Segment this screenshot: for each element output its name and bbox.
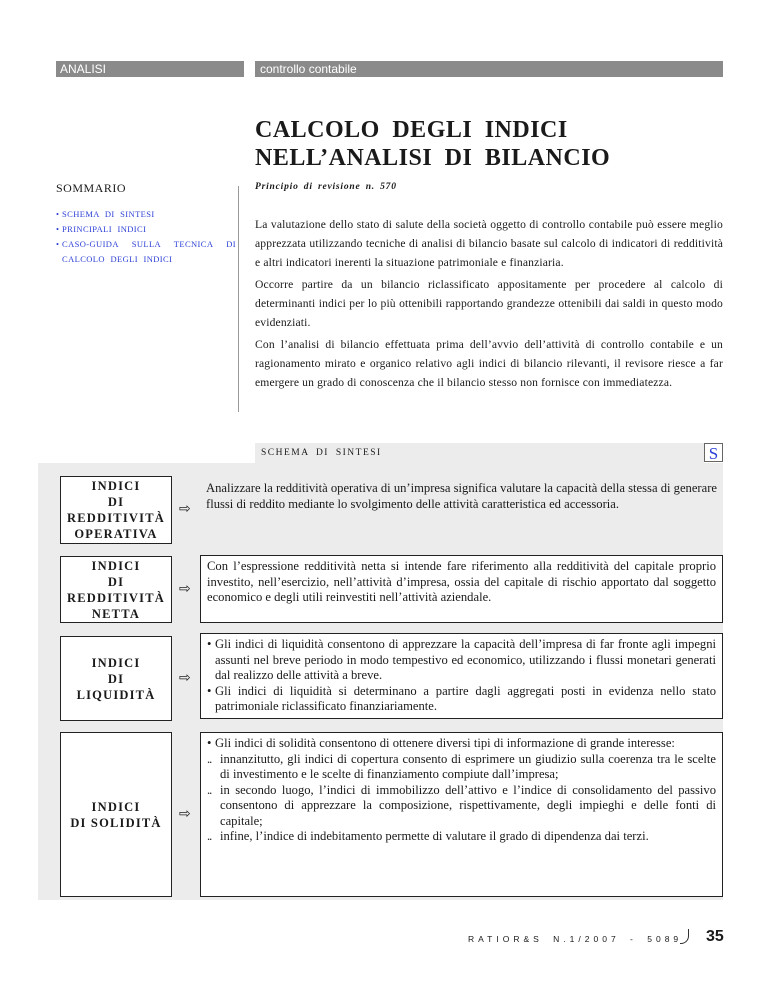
schema-heading: SCHEMA DI SINTESI — [255, 443, 704, 463]
label-redditivita-netta: INDICI DI REDDITIVITÀ NETTA — [60, 556, 172, 623]
sub-bullet-item: .. infine, l’indice di indebitamento permette di valutare il grado di dipendenza dai terzi. — [207, 829, 649, 843]
arrow-right-icon: ⇨ — [179, 806, 191, 822]
label-redditivita-operativa: INDICI DI REDDITIVITÀ OPERATIVA — [60, 476, 172, 544]
toc-item-schema[interactable]: • SCHEMA DI SINTESI — [56, 207, 236, 222]
intro-text — [255, 215, 723, 392]
bullet-icon: • — [56, 239, 60, 249]
label-liquidita: INDICI DI LIQUIDITÀ — [60, 636, 172, 721]
bullet-icon: • — [56, 224, 60, 234]
sub-bullet-item: .. innanzitutto, gli indici di copertura consento di esprimere un giudizio sulla coerenza tra le scelte di investimento e le scelte di finanziamento compiute dall’impresa; — [207, 751, 716, 781]
publication-reference: RATIOR&S N.1/2007 - 5089 — [468, 934, 683, 944]
intro-paragraph: Occorre partire da un bilancio riclassificato appositamente per procedere al calcolo di determinanti indici per lo più ottenibili rapportando grandezze ottenibili dai saldi in questo modo evidenziati. — [255, 278, 723, 329]
text-liquidita — [200, 633, 723, 719]
bullet-item: • Gli indici di solidità consentono di ottenere diversi tipi di informazione di grande interesse: — [207, 736, 675, 750]
bullet-icon: • — [56, 209, 60, 219]
intro-paragraph: Con l’analisi di bilancio effettuata prima dell’avvio dell’attività di controllo contabile e un ragionamento mirato e organico relativo agli indici di bilancio rilevanti, il revisore riesce a far emergere un grado di conoscenza che il bilancio stesso non fornisce con immediatezza. — [255, 338, 723, 389]
column-divider — [238, 186, 239, 412]
arrow-right-icon: ⇨ — [179, 670, 191, 686]
text-solidita — [200, 732, 723, 897]
text-redditivita-netta: Con l’espressione redditività netta si intende fare riferimento alla redditività del capitale proprio investito, nell’esercizio, nell’attività d’impresa, ossia del capitale di rischio apportato dal soggetto economico e degli utili reinvestiti nell’attività aziendale. — [200, 555, 723, 623]
principio-reference: Principio di revisione n. 570 — [255, 182, 397, 192]
label-solidita: INDICI DI SOLIDITÀ — [60, 732, 172, 897]
subsection-header: controllo contabile — [255, 61, 723, 77]
footer-decoration — [680, 929, 689, 944]
text-redditivita-operativa: Analizzare la redditività operativa di un’impresa significa valutare la capacità della stessa di generare flussi di reddito mediante lo svolgimento delle attività caratteristica ed accessoria. — [206, 481, 717, 511]
bullet-item: • Gli indici di liquidità si determinano a partire dagli aggregati posti in evidenza nello stato patrimoniale riclassificato finanziariamente. — [207, 683, 716, 713]
section-header: ANALISI — [56, 61, 244, 77]
toc-item-principali-indici[interactable]: • PRINCIPALI INDICI — [56, 222, 236, 237]
toc-item-caso-guida[interactable]: • CASO-GUIDA SULLA TECNICA DI CALCOLO DEGLI INDICI — [56, 237, 236, 267]
sub-bullet-item: .. in secondo luogo, l’indici di immobilizzo dell’attivo e l’indice di consolidamento del passivo consentono di apprezzare la composizione, rispettivamente, degli impieghi e delle fonti di capitale; — [207, 782, 716, 828]
bullet-item: • Gli indici di liquidità consentono di apprezzare la capacità dell’impresa di far fronte agli impegni assunti nel breve periodo in modo tempestivo ed economico, utilizzando i flussi monetari generati dal realizzo delle attività a breve. — [207, 637, 716, 682]
table-of-contents — [56, 207, 236, 267]
page-number: 35 — [706, 928, 724, 945]
section-s-icon: S — [704, 443, 723, 462]
arrow-right-icon: ⇨ — [179, 501, 191, 517]
arrow-right-icon: ⇨ — [179, 581, 191, 597]
page-title: CALCOLO DEGLI INDICI NELL’ANALISI DI BILANCIO — [255, 117, 611, 171]
sommario-heading: SOMMARIO — [56, 181, 127, 195]
intro-paragraph: La valutazione dello stato di salute della società oggetto di controllo contabile può essere meglio apprezzata utilizzando tecniche di analisi di bilancio basate sul calcolo di indicatori di redditività e altri indicatori inerenti la situazione patrimoniale e finanziaria. — [255, 218, 723, 269]
